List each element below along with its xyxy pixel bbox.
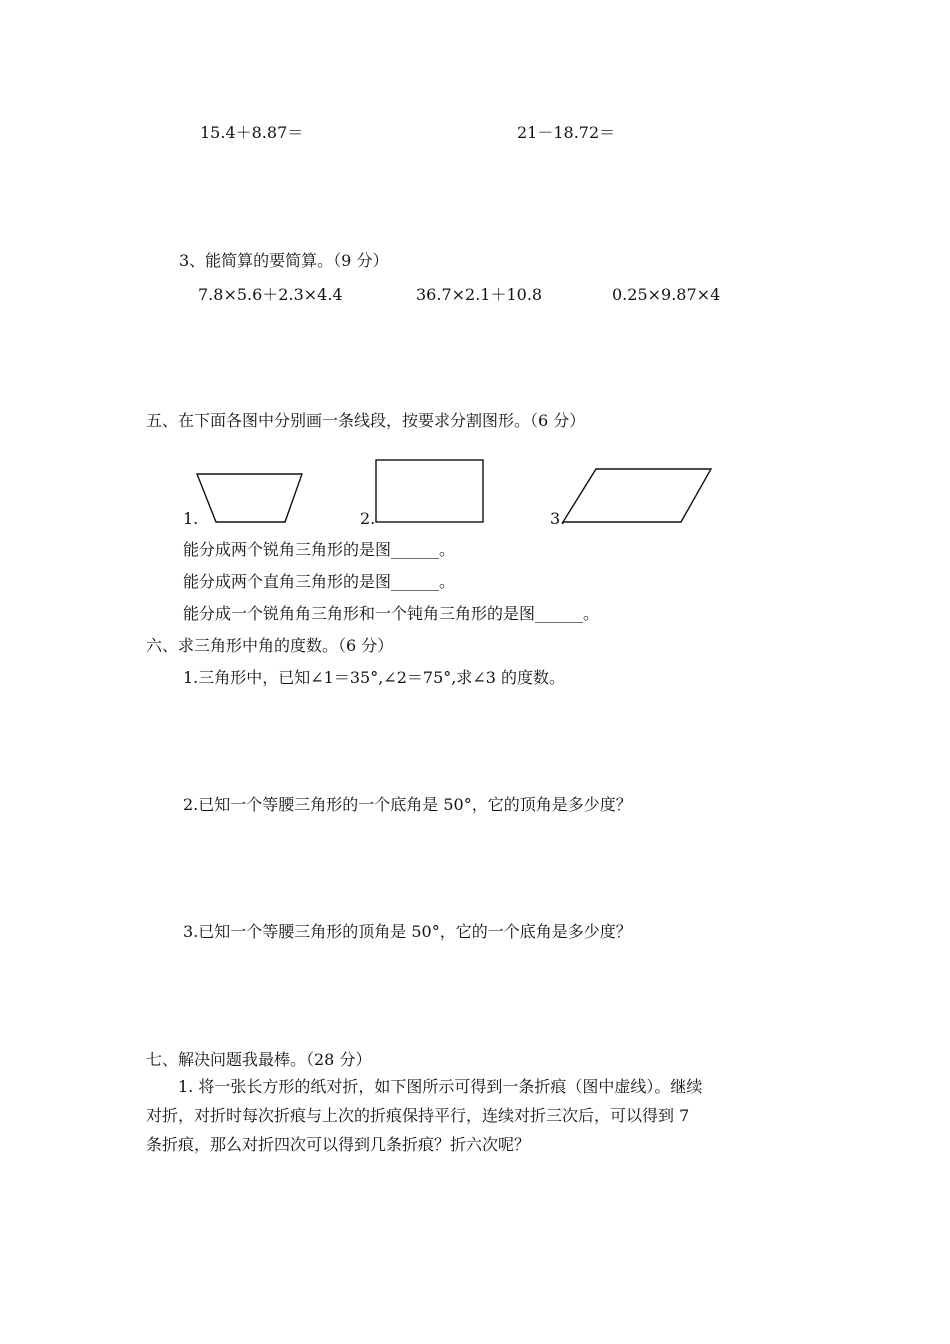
calc-left: 15.4＋8.87＝ [200, 123, 304, 142]
section6-problem-3: 3.已知一个等腰三角形的顶角是 50°，它的一个底角是多少度？ [183, 922, 632, 941]
q3-item-1: 7.8×5.6＋2.3×4.4 [198, 285, 343, 304]
section5-question-1: 能分成两个锐角三角形的是图______。 [183, 540, 456, 559]
section7-problem-1-line-3: 条折痕，那么对折四次可以得到几条折痕？折六次呢？ [146, 1135, 531, 1154]
section6-title: 六、求三角形中角的度数。（6 分） [146, 636, 394, 655]
section5-title: 五、在下面各图中分别画一条线段，按要求分割图形。（6 分） [146, 411, 586, 430]
trapezoid-shape [197, 474, 302, 522]
section5-question-2: 能分成两个直角三角形的是图______。 [183, 572, 456, 591]
q3-item-3: 0.25×9.87×4 [612, 285, 721, 304]
section5-question-3: 能分成一个锐角角三角形和一个钝角三角形的是图______。 [183, 604, 600, 623]
parallelogram-shape [563, 469, 711, 522]
section6-problem-1: 1.三角形中，已知∠1＝35°,∠2＝75°,求∠3 的度数。 [183, 668, 566, 687]
q3-item-2: 36.7×2.1＋10.8 [416, 285, 543, 304]
rectangle-shape [376, 460, 483, 522]
section7-title: 七、解决问题我最棒。（28 分） [146, 1050, 372, 1069]
section6-problem-2: 2.已知一个等腰三角形的一个底角是 50°，它的顶角是多少度？ [183, 795, 632, 814]
figure-label-3: 3. [550, 509, 566, 528]
trapezoid-figure [0, 450, 950, 530]
section7-problem-1-line-1: 1. 将一张长方形的纸对折，如下图所示可得到一条折痕（图中虚线）。继续 [178, 1077, 703, 1096]
q3-title: 3、能简算的要简算。（9 分） [179, 251, 389, 270]
figure-label-2: 2. [360, 509, 376, 528]
figure-label-1: 1. [183, 509, 199, 528]
section7-problem-1-line-2: 对折，对折时每次折痕与上次的折痕保持平行，连续对折三次后，可以得到 7 [146, 1106, 690, 1125]
calc-right: 21－18.72＝ [517, 123, 616, 142]
